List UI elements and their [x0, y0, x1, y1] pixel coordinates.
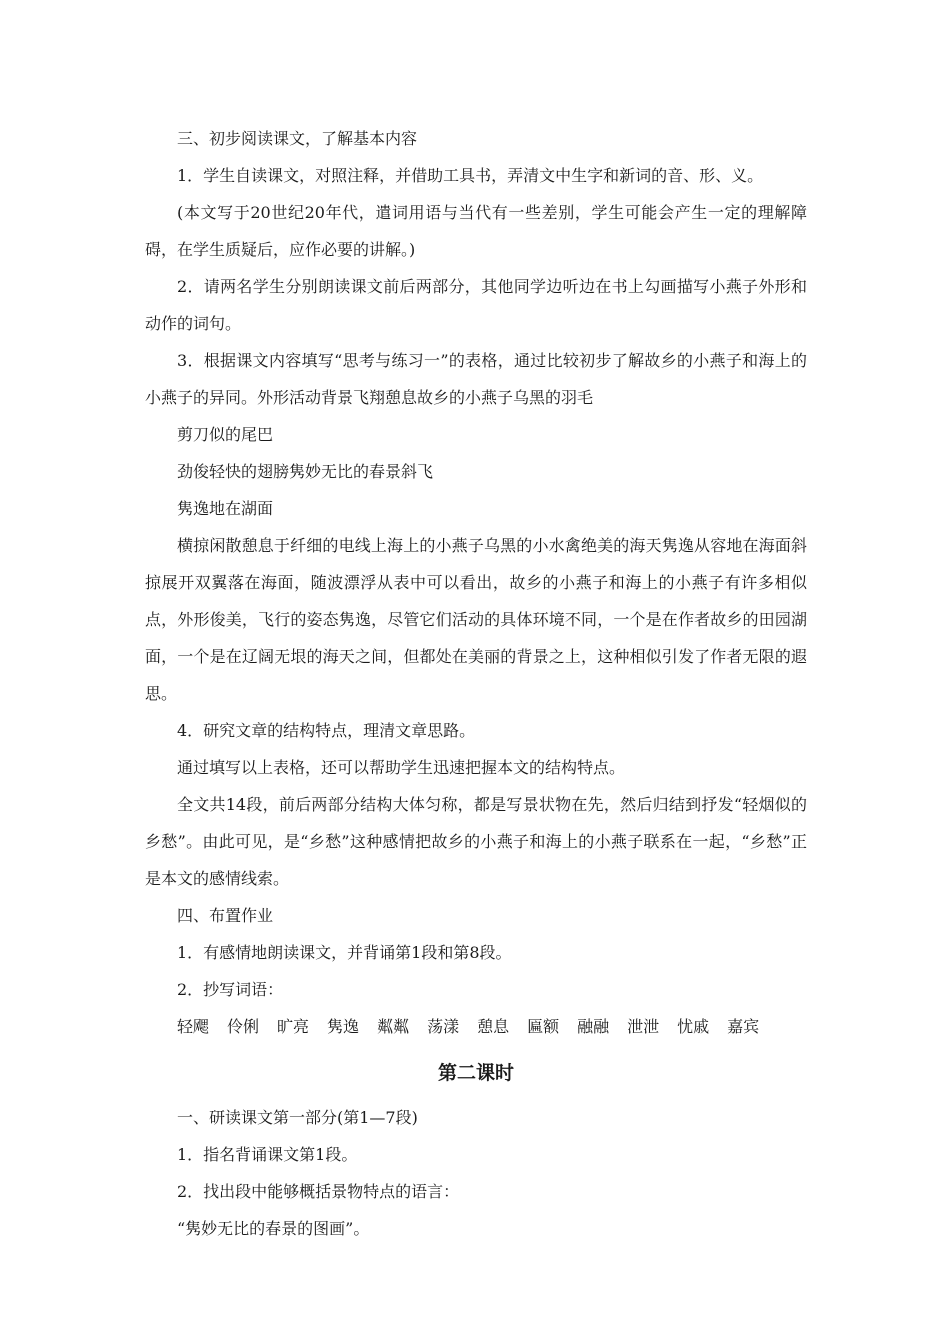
vocab-word: 憩息	[477, 1017, 510, 1036]
paragraph-step-4: 4．研究文章的结构特点，理清文章思路。	[177, 721, 476, 740]
section-one-heading: 一、研读课文第一部分(第1—7段)	[177, 1108, 418, 1127]
document-page	[145, 120, 807, 1247]
section-three-heading: 三、初步阅读课文，了解基本内容	[177, 129, 418, 148]
vocab-list	[145, 1008, 807, 1045]
table-text-paragraph: 横掠闲散憩息于纤细的电线上海上的小燕子乌黑的小水禽绝美的海天隽逸从容地在海面斜掠展开双翼落在海面，随波漂浮从表中可以看出，故乡的小燕子和海上的小燕子有许多相似点，外形俊美，飞行的姿态隽逸，尽管它们活动的具体环境不同，一个是在作者故乡的田园湖面，一个是在辽阔无垠的海天之间，但都处在美丽的背景之上，这种相似引发了作者无限的遐思。	[145, 536, 807, 703]
paragraph-step-1: 1．学生自读课文，对照注释，并借助工具书，弄清文中生字和新词的音、形、义。	[177, 166, 764, 185]
table-text-line-2: 劲俊轻快的翅膀隽妙无比的春景斜飞	[177, 462, 434, 481]
vocab-word: 荡漾	[427, 1017, 460, 1036]
vocab-word: 融融	[577, 1017, 610, 1036]
vocab-word: 轻飔	[177, 1017, 210, 1036]
step-recite: 1．指名背诵课文第1段。	[177, 1145, 358, 1164]
quote-line: “隽妙无比的春景的图画”。	[177, 1219, 370, 1238]
paragraph-summary: 全文共14段，前后两部分结构大体匀称，都是写景状物在先，然后归结到抒发“轻烟似的乡愁”。由此可见，是“乡愁”这种感情把故乡的小燕子和海上的小燕子联系在一起，“乡愁”正是本文的感情线索。	[145, 795, 807, 888]
vocab-word: 泄泄	[627, 1017, 660, 1036]
paragraph-note: (本文写于20世纪20年代，遣词用语与当代有一些差别，学生可能会产生一定的理解障碍，在学生质疑后，应作必要的讲解。)	[145, 203, 807, 259]
homework-item-2: 2．抄写词语：	[177, 980, 284, 999]
table-text-line-3: 隽逸地在湖面	[177, 499, 274, 518]
vocab-word: 隽逸	[327, 1017, 360, 1036]
section-four-heading: 四、布置作业	[177, 906, 274, 925]
vocab-word: 嘉宾	[727, 1017, 760, 1036]
vocab-word: 忧戚	[677, 1017, 710, 1036]
paragraph-step-2: 2．请两名学生分别朗读课文前后两部分，其他同学边听边在书上勾画描写小燕子外形和动作的词句。	[145, 277, 807, 333]
paragraph-step-3: 3．根据课文内容填写“思考与练习一”的表格，通过比较初步了解故乡的小燕子和海上的小燕子的异同。外形活动背景飞翔憩息故乡的小燕子乌黑的羽毛	[145, 351, 807, 407]
vocab-word: 粼粼	[377, 1017, 410, 1036]
section-heading: 第二课时	[437, 1062, 514, 1084]
homework-item-1: 1．有感情地朗读课文，并背诵第1段和第8段。	[177, 943, 512, 962]
vocab-word: 伶俐	[227, 1017, 260, 1036]
table-text-line-1: 剪刀似的尾巴	[177, 425, 274, 444]
paragraph-structure: 通过填写以上表格，还可以帮助学生迅速把握本文的结构特点。	[177, 758, 626, 777]
vocab-word: 旷亮	[277, 1017, 310, 1036]
step-find-language: 2．找出段中能够概括景物特点的语言：	[177, 1182, 460, 1201]
vocab-word: 匾额	[527, 1017, 560, 1036]
